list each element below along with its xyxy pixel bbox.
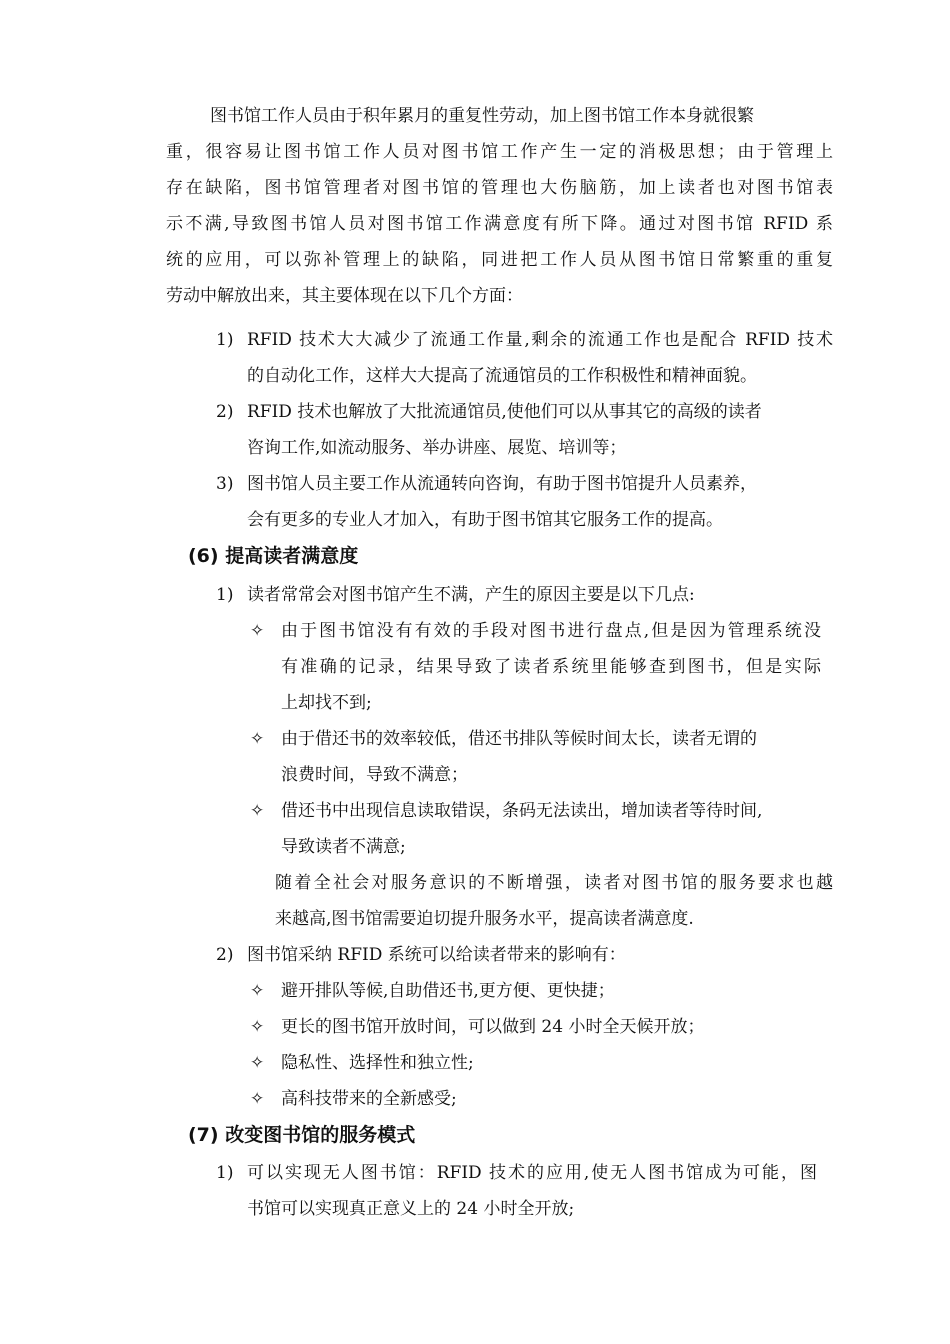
list-item-text: 会有更多的专业人才加入，有助于图书馆其它服务工作的提高。 (247, 510, 723, 530)
section-heading: (6) 提高读者满意度 (188, 545, 359, 567)
intro-line-5: 统的应用，可以弥补管理上的缺陷，同进把工作人员从图书馆日常繁重的重复 (166, 250, 833, 270)
bullet-text: 借还书中出现信息读取错误，条码无法读出，增加读者等待时间, (281, 801, 763, 821)
intro-line-1: 图书馆工作人员由于积年累月的重复性劳动，加上图书馆工作本身就很繁 (210, 106, 754, 126)
list-item-text: 咨询工作,如流动服务、举办讲座、展览、培训等； (247, 438, 627, 458)
bullet-text: 浪费时间，导致不满意； (281, 765, 468, 785)
intro-line-2: 重，很容易让图书馆工作人员对图书馆工作产生一定的消极思想；由于管理上 (166, 142, 833, 162)
list-number: 2) (216, 945, 234, 965)
list-item-text: 可以实现无人图书馆：RFID 技术的应用,使无人图书馆成为可能，图 (247, 1163, 817, 1183)
bullet-text: 避开排队等候,自助借还书,更方便、更快捷； (281, 981, 615, 1001)
list-number: 3) (216, 474, 234, 494)
bullet-text: 导致读者不满意; (281, 837, 406, 857)
diamond-bullet-icon: ✧ (250, 1053, 265, 1073)
intro-line-6: 劳动中解放出来，其主要体现在以下几个方面： (166, 286, 523, 306)
list-number: 1) (216, 585, 234, 605)
list-number: 2) (216, 402, 234, 422)
summary-text: 来越高,图书馆需要迫切提升服务水平，提高读者满意度. (275, 909, 694, 929)
bullet-text: 更长的图书馆开放时间，可以做到 24 小时全天候开放； (281, 1017, 705, 1037)
section-heading: (7) 改变图书馆的服务模式 (188, 1124, 416, 1146)
list-number: 1) (216, 330, 234, 350)
intro-line-3: 存在缺陷，图书馆管理者对图书馆的管理也大伤脑筋，加上读者也对图书馆表 (166, 178, 833, 198)
diamond-bullet-icon: ✧ (250, 1017, 265, 1037)
bullet-text: 有准确的记录，结果导致了读者系统里能够查到图书，但是实际 (281, 657, 821, 677)
bullet-text: 由于借还书的效率较低，借还书排队等候时间太长，读者无谓的 (281, 729, 757, 749)
intro-line-4: 示不满,导致图书馆人员对图书馆工作满意度有所下降。通过对图书馆 RFID 系 (166, 214, 833, 234)
bullet-text: 上却找不到; (281, 693, 372, 713)
summary-text: 随着全社会对服务意识的不断增强，读者对图书馆的服务要求也越 (275, 873, 833, 893)
list-number: 1) (216, 1163, 234, 1183)
list-item-text: RFID 技术也解放了大批流通馆员,使他们可以从事其它的高级的读者 (247, 402, 762, 422)
list-item-text: 图书馆采纳 RFID 系统可以给读者带来的影响有： (247, 945, 626, 965)
diamond-bullet-icon: ✧ (250, 1089, 265, 1109)
list-item-text: RFID 技术大大减少了流通工作量,剩余的流通工作也是配合 RFID 技术 (247, 330, 833, 350)
list-item-text: 书馆可以实现真正意义上的 24 小时全开放; (247, 1199, 575, 1219)
list-item-text: 图书馆人员主要工作从流通转向咨询，有助于图书馆提升人员素养， (247, 474, 757, 494)
diamond-bullet-icon: ✧ (250, 801, 265, 821)
bullet-text: 隐私性、选择性和独立性; (281, 1053, 474, 1073)
bullet-text: 高科技带来的全新感受; (281, 1089, 457, 1109)
list-item-text: 读者常常会对图书馆产生不满，产生的原因主要是以下几点: (247, 585, 695, 605)
bullet-text: 由于图书馆没有有效的手段对图书进行盘点,但是因为管理系统没 (281, 621, 821, 641)
diamond-bullet-icon: ✧ (250, 981, 265, 1001)
list-item-text: 的自动化工作，这样大大提高了流通馆员的工作积极性和精神面貌。 (247, 366, 757, 386)
diamond-bullet-icon: ✧ (250, 621, 265, 641)
diamond-bullet-icon: ✧ (250, 729, 265, 749)
